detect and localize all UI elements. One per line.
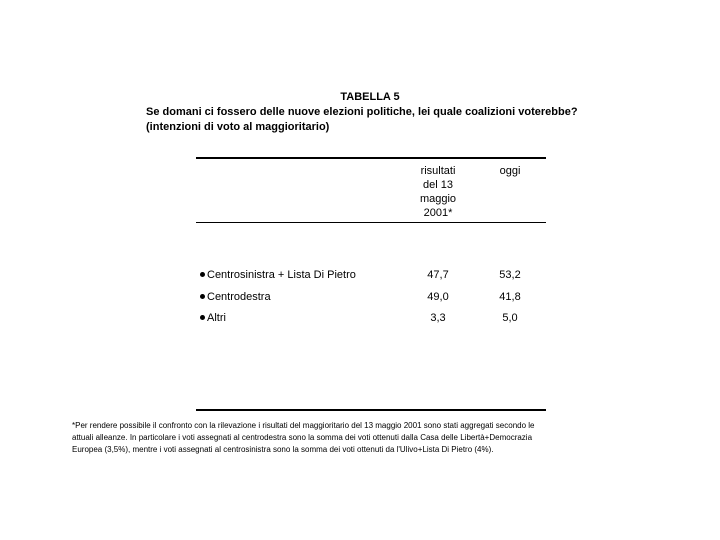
column-header-line: oggi (499, 165, 521, 177)
row-label (200, 310, 226, 326)
row-value-2001: 47,7 (427, 269, 449, 281)
row-label-text: Altri (207, 312, 226, 324)
row-label (200, 267, 356, 283)
row-value-2001: 49,0 (427, 291, 449, 303)
footnote-line: Europea (3,5%), mentre i voti assegnati al centrosinistra sono la somma dei voti ottenuti da l'Ulivo+Lista Di Pietro (4%). (72, 445, 494, 454)
row-value-2001: 3,3 (430, 312, 446, 324)
table-heading (0, 90, 720, 135)
row-value-today: 41,8 (499, 291, 521, 303)
table-row (196, 310, 546, 326)
row-value-today: 5,0 (502, 312, 518, 324)
column-header-today (480, 164, 540, 178)
footnote-line: attuali alleanze. In particolare i voti assegnati al centrodestra sono la somma dei voti ottenuti dalla Casa delle Libertà+Democrazia (72, 433, 533, 442)
row-label (200, 289, 271, 305)
table-label: TABELLA 5 (340, 91, 400, 103)
column-header-line: del 13 (423, 179, 453, 191)
column-header-line: maggio (419, 193, 457, 205)
row-label-text: Centrosinistra + Lista Di Pietro (207, 269, 356, 281)
bullet-icon (200, 294, 205, 299)
table-top-rule (196, 157, 546, 159)
column-header-results-2001 (408, 164, 468, 220)
row-label-text: Centrodestra (207, 291, 271, 303)
table-row (196, 267, 546, 283)
table-subtitle: (intenzioni di voto al maggioritario) (146, 121, 330, 133)
table-header-rule (196, 222, 546, 223)
footnote-line: *Per rendere possibile il confronto con la rilevazione i risultati del maggioritario del 13 maggio 2001 sono stati aggregati secondo le (72, 421, 535, 430)
row-value-today: 53,2 (499, 269, 521, 281)
table-row (196, 289, 546, 305)
bullet-icon (200, 272, 205, 277)
column-header-line: risultati (420, 165, 456, 177)
table-bottom-rule (196, 409, 546, 411)
table-question: Se domani ci fossero delle nuove elezioni politiche, lei quale coalizioni voterebbe? (146, 106, 578, 118)
footnote (72, 420, 652, 456)
column-header-line: 2001* (423, 207, 453, 219)
bullet-icon (200, 315, 205, 320)
